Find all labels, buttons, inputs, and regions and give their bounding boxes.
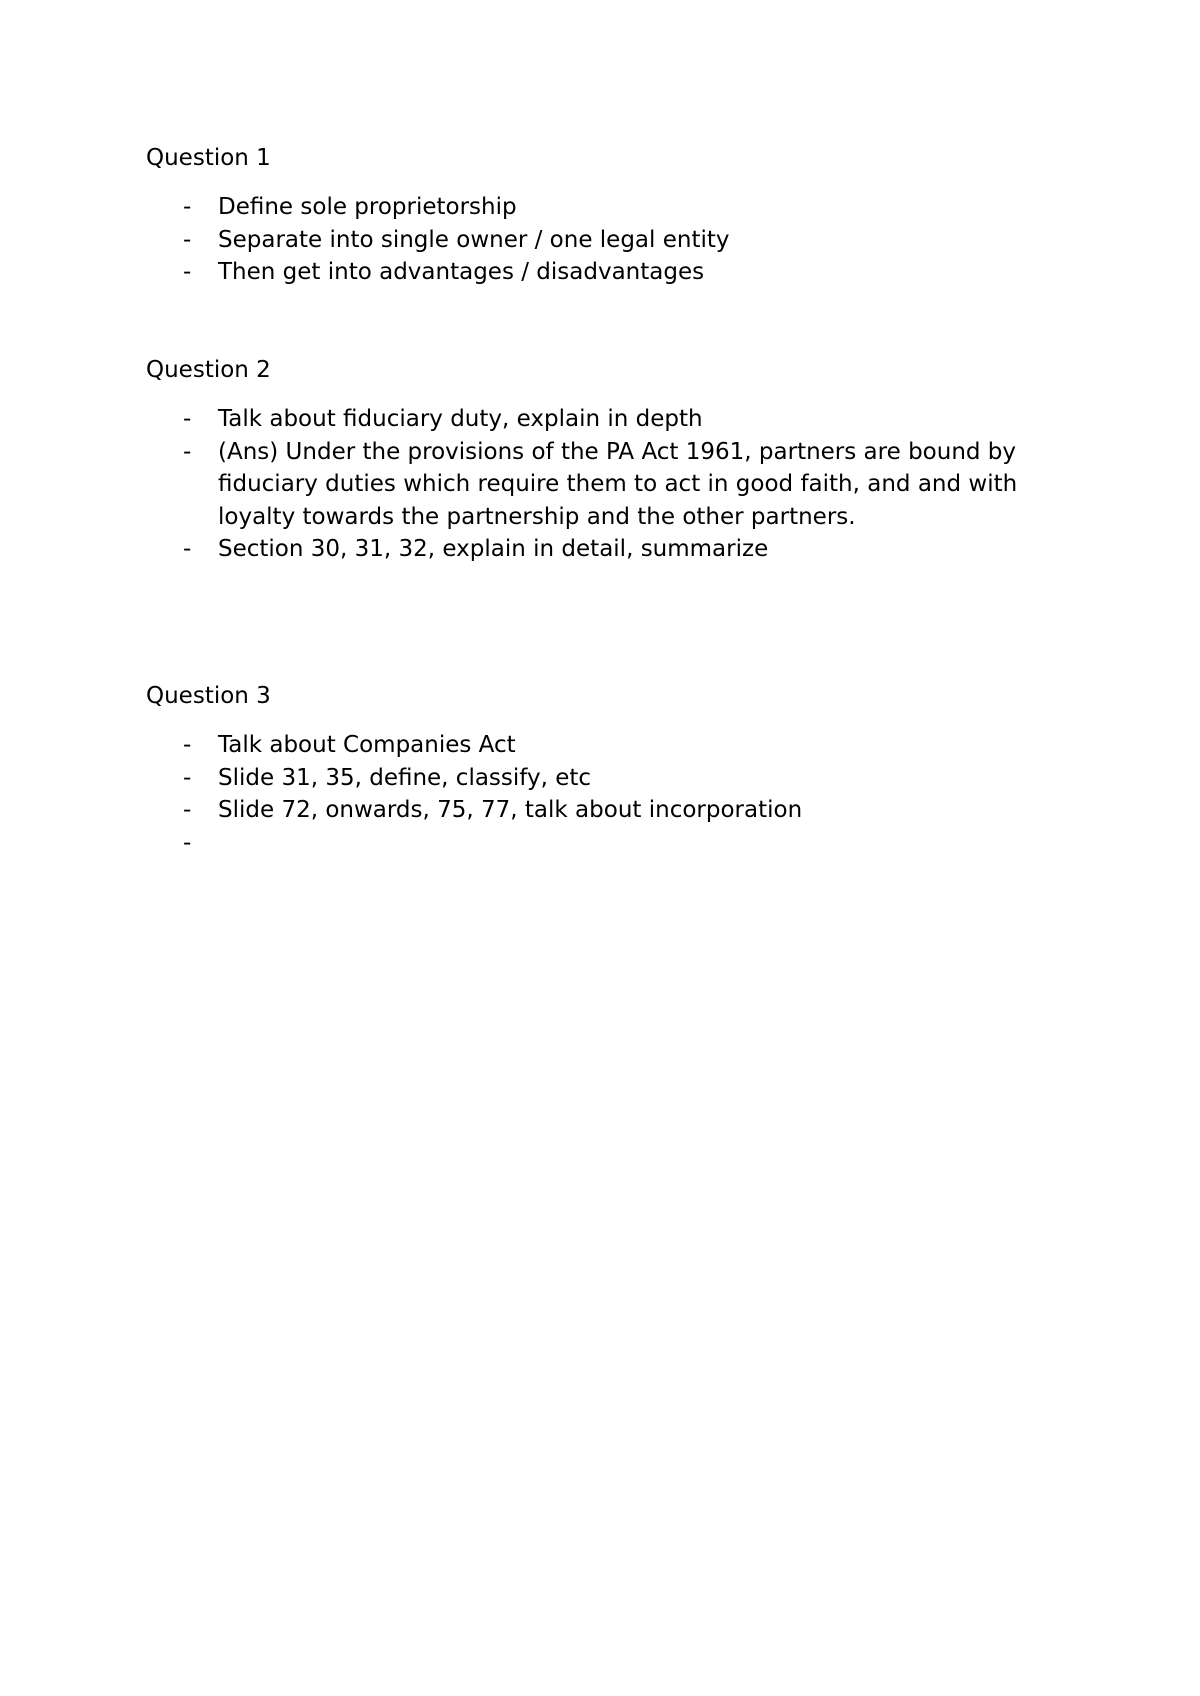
list-item-text bbox=[218, 827, 1066, 860]
list-item-text: (Ans) Under the provisions of the PA Act 1961, partners are bound by fiduciary duties which require them to act in good faith, and and with loyalty towards the partnership and the other partners. bbox=[218, 438, 1018, 530]
list-item bbox=[146, 191, 1066, 224]
list-item bbox=[146, 436, 1066, 534]
list-item bbox=[146, 794, 1066, 827]
question-heading: Question 1 bbox=[146, 145, 271, 171]
question-1-section bbox=[146, 142, 1066, 289]
question-2-section bbox=[146, 354, 1066, 566]
list-item-text: Talk about Companies Act bbox=[218, 732, 516, 758]
list-item bbox=[146, 762, 1066, 795]
dash-bullet: - bbox=[183, 536, 192, 563]
list-item-text: Separate into single owner / one legal entity bbox=[218, 226, 730, 253]
dash-bullet: - bbox=[183, 797, 192, 824]
list-item bbox=[146, 256, 1066, 289]
list-item-text: Talk about fiduciary duty, explain in depth bbox=[218, 406, 703, 432]
list-item-text: Then get into advantages / disadvantages bbox=[218, 259, 705, 286]
bullet-list bbox=[146, 403, 1066, 566]
dash-bullet: - bbox=[183, 194, 192, 220]
list-item bbox=[146, 533, 1066, 566]
list-item-text: Slide 72, onwards, 75, 77, talk about incorporation bbox=[218, 797, 803, 824]
list-item bbox=[146, 729, 1066, 762]
question-heading: Question 2 bbox=[146, 357, 271, 383]
dash-bullet: - bbox=[183, 259, 192, 286]
list-item-text: Define sole proprietorship bbox=[218, 194, 517, 220]
dash-bullet: - bbox=[183, 829, 192, 856]
dash-bullet: - bbox=[183, 732, 192, 758]
dash-bullet: - bbox=[183, 764, 192, 791]
list-item bbox=[146, 403, 1066, 436]
list-item-text: Slide 31, 35, define, classify, etc bbox=[218, 764, 592, 791]
bullet-list bbox=[146, 729, 1066, 859]
dash-bullet: - bbox=[183, 226, 192, 253]
question-3-section bbox=[146, 680, 1066, 859]
list-item-text: Section 30, 31, 32, explain in detail, summarize bbox=[218, 536, 769, 563]
question-heading: Question 3 bbox=[146, 683, 271, 709]
list-item bbox=[146, 827, 1066, 860]
dash-bullet: - bbox=[183, 406, 192, 432]
list-item bbox=[146, 224, 1066, 257]
dash-bullet: - bbox=[183, 438, 192, 465]
bullet-list bbox=[146, 191, 1066, 289]
